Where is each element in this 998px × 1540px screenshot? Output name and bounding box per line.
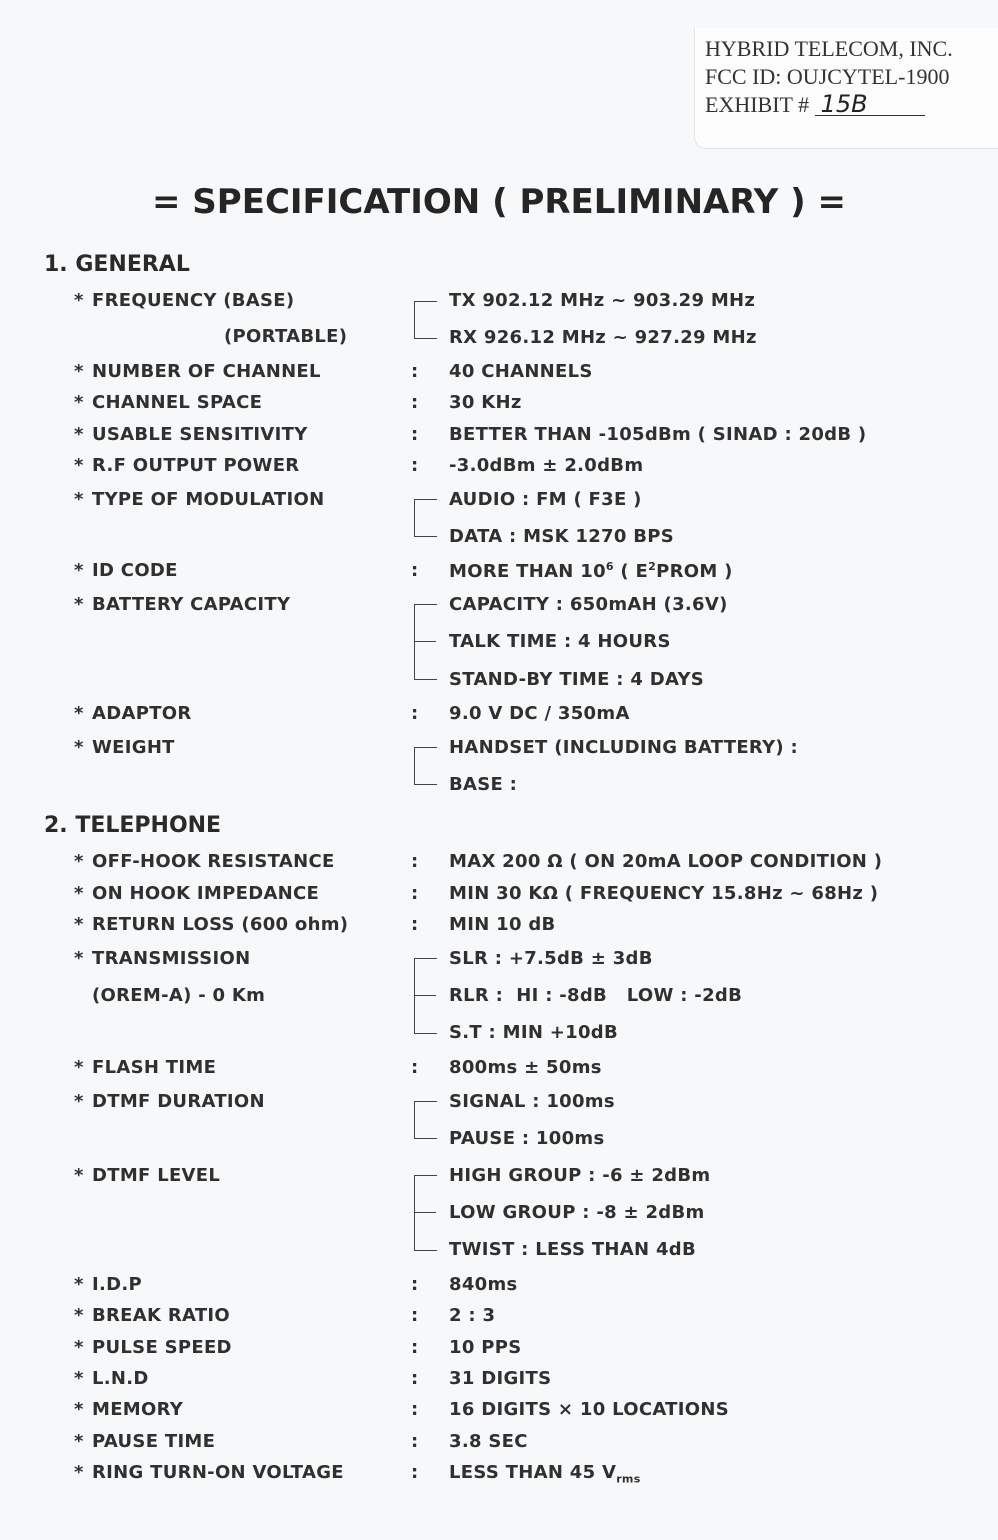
- dtmf-duration-bracket: [414, 1101, 437, 1139]
- id-code-value: MORE THAN $10^6$ ( $E^2PROM$ ): [449, 560, 733, 582]
- weight-bracket: [414, 747, 437, 785]
- weight-base: BASE :: [449, 774, 518, 795]
- colon: :: [411, 1305, 419, 1326]
- stamp-exhibit-label: EXHIBIT #: [705, 92, 810, 117]
- colon: :: [411, 703, 419, 724]
- pause-time-label: * PAUSE TIME: [74, 1431, 216, 1452]
- frequency-tx: TX 902.12 MHz ~ 903.29 MHz: [449, 290, 756, 311]
- weight-handset: HANDSET (INCLUDING BATTERY) :: [449, 737, 799, 758]
- colon: :: [411, 851, 419, 872]
- rf-power-label: * R.F OUTPUT POWER: [74, 455, 300, 476]
- battery-bracket-tick: [414, 641, 436, 642]
- lnd-value: 31 DIGITS: [449, 1368, 552, 1389]
- ring-voltage-label: * RING TURN-ON VOLTAGE: [74, 1462, 344, 1483]
- transmission-bracket-tick: [414, 995, 436, 996]
- idp-label: * I.D.P: [74, 1274, 143, 1295]
- pulse-speed-value: 10 PPS: [449, 1337, 522, 1358]
- pause-time-value: 3.8 SEC: [449, 1431, 528, 1452]
- colon: :: [411, 560, 419, 581]
- adaptor-value: 9.0 V DC / 350mA: [449, 703, 630, 724]
- sensitivity-value: BETTER THAN -105dBm ( SINAD : 20dB ): [449, 424, 867, 445]
- stamp-exhibit-number: 15B: [815, 93, 925, 116]
- frequency-sublabel: (PORTABLE): [224, 326, 348, 347]
- rf-power-value: -3.0dBm ± 2.0dBm: [449, 455, 644, 476]
- channel-space-label: * CHANNEL SPACE: [74, 392, 263, 413]
- modulation-label: * TYPE OF MODULATION: [74, 489, 325, 510]
- stamp-company: HYBRID TELECOM, INC.: [705, 36, 953, 61]
- sensitivity-label: * USABLE SENSITIVITY: [74, 424, 308, 445]
- id-code-label: * ID CODE: [74, 560, 178, 581]
- colon: :: [411, 1337, 419, 1358]
- colon: :: [411, 1368, 419, 1389]
- break-ratio-label: * BREAK RATIO: [74, 1305, 230, 1326]
- dtmf-level-low: LOW GROUP : -8 ± 2dBm: [449, 1202, 705, 1223]
- stamp-exhibit: [705, 92, 925, 118]
- return-loss-label: * RETURN LOSS (600 ohm): [74, 914, 349, 935]
- colon: :: [411, 424, 419, 445]
- on-hook-label: * ON HOOK IMPEDANCE: [74, 883, 320, 904]
- break-ratio-value: 2 : 3: [449, 1305, 496, 1326]
- transmission-bracket: [414, 958, 437, 1034]
- colon: :: [411, 1057, 419, 1078]
- weight-label: * WEIGHT: [74, 737, 175, 758]
- modulation-data: DATA : MSK 1270 BPS: [449, 526, 675, 547]
- modulation-audio: AUDIO : FM ( F3E ): [449, 489, 642, 510]
- battery-bracket: [414, 604, 437, 680]
- channels-label: * NUMBER OF CHANNEL: [74, 361, 321, 382]
- dtmf-level-twist: TWIST : LESS THAN 4dB: [449, 1239, 696, 1260]
- off-hook-value: MAX 200 Ω ( ON 20mA LOOP CONDITION ): [449, 851, 883, 872]
- colon: :: [411, 1462, 419, 1483]
- on-hook-value: MIN 30 KΩ ( FREQUENCY 15.8Hz ~ 68Hz ): [449, 883, 879, 904]
- adaptor-label: * ADAPTOR: [74, 703, 192, 724]
- dtmf-level-bracket-tick: [414, 1212, 436, 1213]
- off-hook-label: * OFF-HOOK RESISTANCE: [74, 851, 335, 872]
- transmission-sublabel: (OREM-A) - 0 Km: [92, 985, 266, 1006]
- memory-value: 16 DIGITS × 10 LOCATIONS: [449, 1399, 729, 1420]
- battery-standby-time: STAND-BY TIME : 4 DAYS: [449, 669, 705, 690]
- frequency-label: * FREQUENCY (BASE): [74, 290, 295, 311]
- colon: :: [411, 1274, 419, 1295]
- channels-value: 40 CHANNELS: [449, 361, 593, 382]
- colon: :: [411, 1399, 419, 1420]
- colon: :: [411, 914, 419, 935]
- dtmf-duration-signal: SIGNAL : 100ms: [449, 1091, 615, 1112]
- exhibit-stamp: [694, 28, 998, 149]
- transmission-label: * TRANSMISSION: [74, 948, 251, 969]
- battery-label: * BATTERY CAPACITY: [74, 594, 291, 615]
- colon: :: [411, 883, 419, 904]
- return-loss-value: MIN 10 dB: [449, 914, 556, 935]
- battery-talk-time: TALK TIME : 4 HOURS: [449, 631, 671, 652]
- channel-space-value: 30 KHz: [449, 392, 522, 413]
- battery-capacity: CAPACITY : 650mAH (3.6V): [449, 594, 728, 615]
- pulse-speed-label: * PULSE SPEED: [74, 1337, 232, 1358]
- colon: :: [411, 455, 419, 476]
- transmission-slr: SLR : +7.5dB ± 3dB: [449, 948, 653, 969]
- transmission-rlr: RLR : HI : -8dB LOW : -2dB: [449, 985, 743, 1006]
- dtmf-level-bracket: [414, 1175, 437, 1251]
- dtmf-duration-pause: PAUSE : 100ms: [449, 1128, 605, 1149]
- memory-label: * MEMORY: [74, 1399, 184, 1420]
- document-title: = SPECIFICATION ( PRELIMINARY ) =: [151, 182, 846, 222]
- colon: :: [411, 361, 419, 382]
- idp-value: 840ms: [449, 1274, 518, 1295]
- dtmf-level-high: HIGH GROUP : -6 ± 2dBm: [449, 1165, 711, 1186]
- dtmf-duration-label: * DTMF DURATION: [74, 1091, 265, 1112]
- transmission-st: S.T : MIN +10dB: [449, 1022, 618, 1043]
- lnd-label: * L.N.D: [74, 1368, 149, 1389]
- flash-time-label: * FLASH TIME: [74, 1057, 217, 1078]
- frequency-bracket: [414, 301, 437, 339]
- section-general-heading: 1. GENERAL: [44, 252, 190, 277]
- colon: :: [411, 392, 419, 413]
- dtmf-level-label: * DTMF LEVEL: [74, 1165, 221, 1186]
- frequency-rx: RX 926.12 MHz ~ 927.29 MHz: [449, 327, 757, 348]
- stamp-fcc-id: FCC ID: OUJCYTEL-1900: [705, 64, 950, 89]
- ring-voltage-value: LESS THAN 45 $V_{rms}$: [449, 1462, 641, 1486]
- modulation-bracket: [414, 499, 437, 537]
- section-telephone-heading: 2. TELEPHONE: [44, 813, 222, 838]
- flash-time-value: 800ms ± 50ms: [449, 1057, 602, 1078]
- colon: :: [411, 1431, 419, 1452]
